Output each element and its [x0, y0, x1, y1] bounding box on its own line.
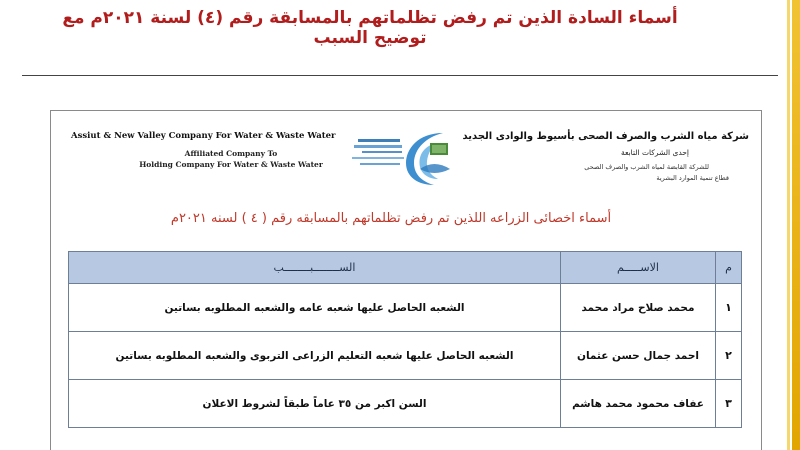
header-name: الاســـــم [561, 252, 716, 284]
english-affiliated-line: Affiliated Company To [184, 149, 278, 158]
edge-stripe [792, 0, 800, 450]
row-reason: السن اكبر من ٣٥ عاماً طبقاً لشروط الاعلان [69, 380, 561, 428]
company-logo [348, 129, 458, 189]
english-company-name: Assiut & New Valley Company For Water & Waste Water [71, 131, 336, 141]
edge-stripe-inner [787, 0, 790, 450]
row-name: محمد صلاح مراد محمد [561, 284, 716, 332]
row-number: ١ [716, 284, 742, 332]
scanned-document [50, 110, 762, 450]
header-number: م [716, 252, 742, 284]
table-row [69, 332, 742, 380]
table-header-row [69, 252, 742, 284]
row-number: ٢ [716, 332, 742, 380]
letterhead-arabic [459, 131, 749, 182]
document-title: أسماء اخصائى الزراعه اللذين تم رفض تظلماتهم بالمسابقه رقم ( ٤ ) لسنه ٢٠٢١م [170, 211, 612, 226]
rejected-applicants-table [68, 251, 742, 428]
table-row [69, 380, 742, 428]
header-reason: الســــــــبــــــــب [69, 252, 561, 284]
arabic-holding-line: للشركة القابضة لمياه الشرب والصرف الصحى [584, 163, 709, 171]
row-name: احمد جمال حسن عثمان [561, 332, 716, 380]
table-row [69, 284, 742, 332]
title-divider [22, 75, 778, 76]
arabic-affiliated-line: إحدى الشركات التابعة [620, 148, 689, 157]
row-reason: الشعبه الحاصل عليها شعبه التعليم الزراعى التربوى والشعبه المطلوبه بساتين [69, 332, 561, 380]
row-number: ٣ [716, 380, 742, 428]
page-title: أسماء السادة الذين تم رفض تظلماتهم بالمسابقة رقم (٤) لسنة ٢٠٢١م مع توضيح السبب [62, 8, 678, 48]
arabic-company-name: شركة مياه الشرب والصرف الصحى بأسيوط والوادى الجديد [462, 131, 749, 142]
english-holding-line: Holding Company For Water & Waste Water [139, 160, 323, 169]
letterhead-english [71, 131, 391, 169]
row-reason: الشعبه الحاصل عليها شعبه عامه والشعبه المطلوبه بساتين [69, 284, 561, 332]
arabic-sector-line: قطاع تنمية الموارد البشرية [656, 174, 729, 182]
row-name: عفاف محمود محمد هاشم [561, 380, 716, 428]
